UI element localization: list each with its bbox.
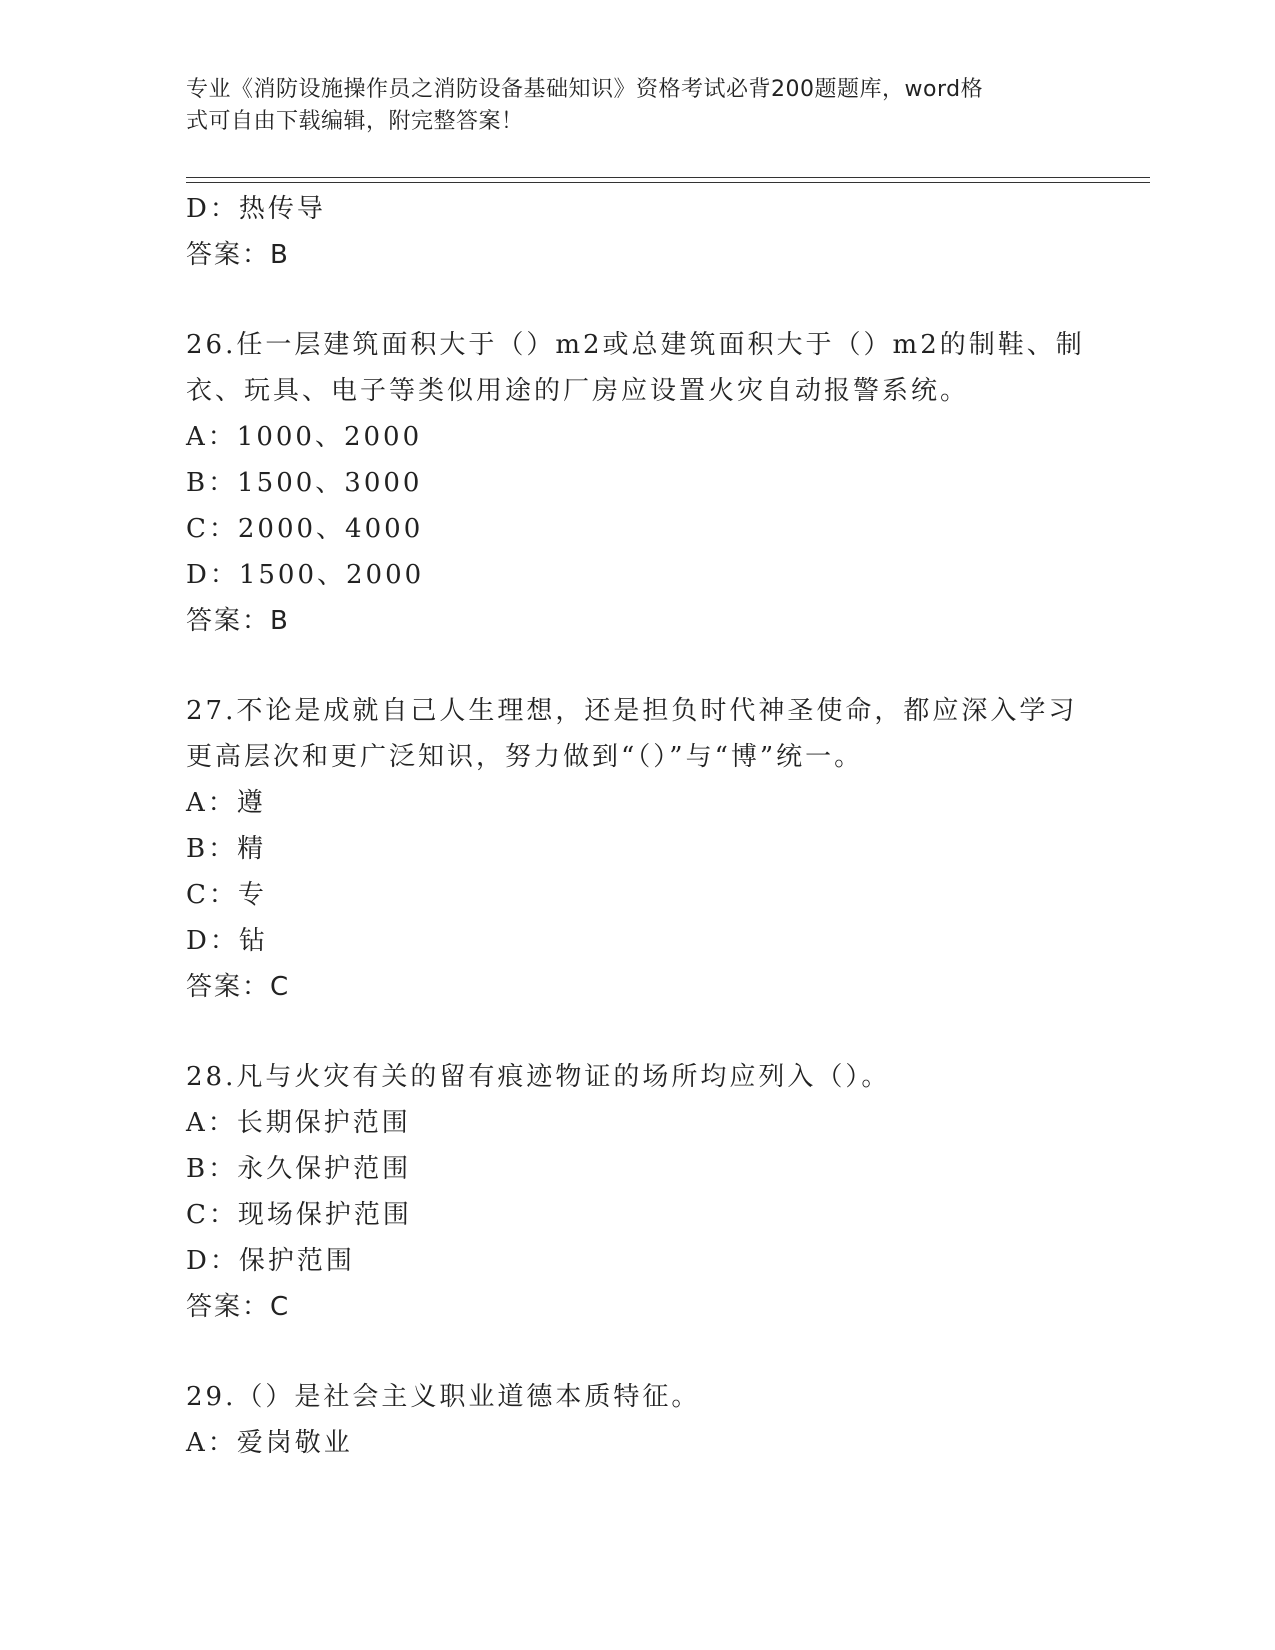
option-d: D：保护范围 [186, 1246, 355, 1276]
question-stem-line: 28.凡与火灾有关的留有痕迹物证的场所均应列入（）。 [186, 1062, 891, 1092]
header-line-2: 式可自由下载编辑，附完整答案！ [186, 109, 524, 134]
question-fragment-25 [186, 186, 1086, 278]
option-b: B：1500、3000 [186, 468, 423, 498]
header-divider-top [186, 177, 1150, 178]
question-26 [186, 322, 1086, 644]
option-a: A：长期保护范围 [186, 1108, 411, 1138]
document-body [186, 186, 1086, 1466]
page-header [186, 74, 1066, 138]
question-29 [186, 1374, 1086, 1466]
header-line-1: 专业《消防设施操作员之消防设备基础知识》资格考试必背200题题库，word格 [186, 77, 984, 102]
option-d: D：热传导 [186, 194, 326, 224]
answer-line: 答案：C [186, 1292, 291, 1322]
option-c: C：2000、4000 [186, 514, 424, 544]
option-a: A：遵 [186, 788, 266, 818]
question-stem-line: 衣、玩具、电子等类似用途的厂房应设置火灾自动报警系统。 [186, 376, 970, 406]
question-stem-line: 27.不论是成就自己人生理想，还是担负时代神圣使命，都应深入学习 [186, 696, 1078, 726]
option-a: A：爱岗敬业 [186, 1428, 353, 1458]
question-stem-line: 29.（）是社会主义职业道德本质特征。 [186, 1382, 701, 1412]
question-stem-line: 26.任一层建筑面积大于（）m2或总建筑面积大于（）m2的制鞋、制 [186, 330, 1085, 360]
answer-line: 答案：C [186, 972, 291, 1002]
question-stem-line: 更高层次和更广泛知识，努力做到“（）”与“博”统一。 [186, 742, 864, 772]
option-b: B：精 [186, 834, 267, 864]
header-divider-bottom [186, 182, 1150, 183]
question-28 [186, 1054, 1086, 1330]
option-c: C：专 [186, 880, 267, 910]
answer-line: 答案：B [186, 606, 290, 636]
option-d: D：钻 [186, 926, 268, 956]
answer-line: 答案：B [186, 240, 290, 270]
option-b: B：永久保护范围 [186, 1154, 412, 1184]
question-27 [186, 688, 1086, 1010]
option-a: A：1000、2000 [186, 422, 423, 452]
option-c: C：现场保护范围 [186, 1200, 412, 1230]
option-d: D：1500、2000 [186, 560, 425, 590]
